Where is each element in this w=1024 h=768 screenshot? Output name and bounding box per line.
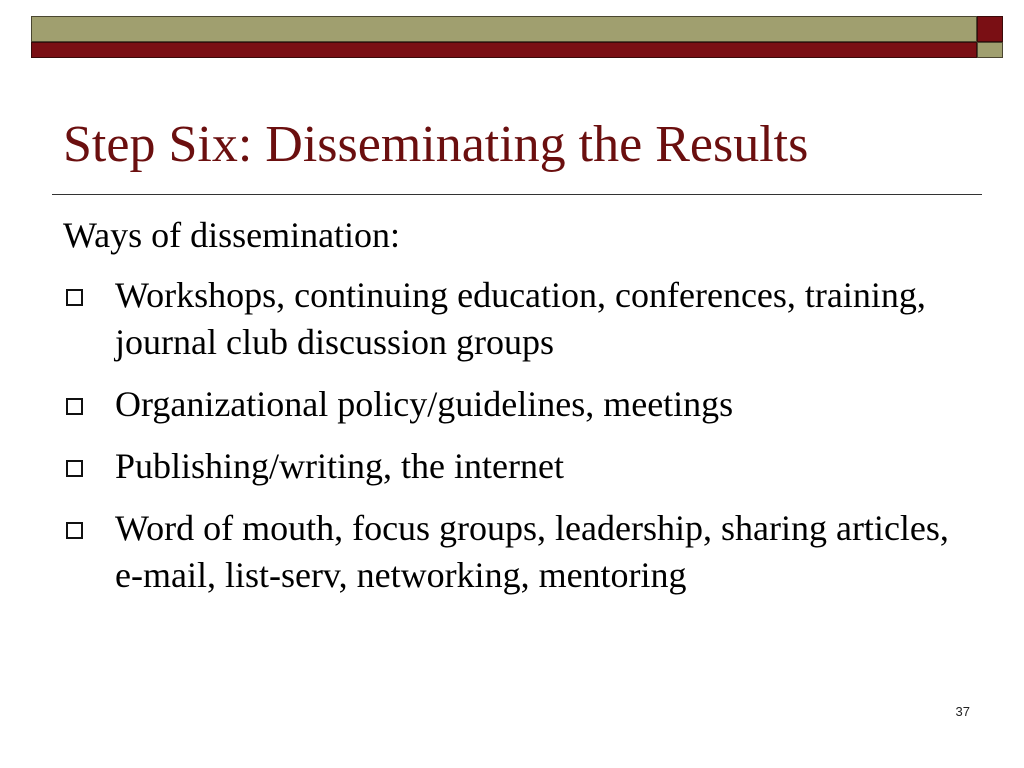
intro-text: Ways of dissemination: [63,215,401,255]
list-item [63,381,963,428]
corner-square-olive [977,42,1003,58]
bullet-text: Organizational policy/guidelines, meetings [115,384,734,424]
hollow-square-bullet-icon [66,522,83,539]
bullet-text: Workshops, continuing education, conferences, training, journal club discussion groups [115,275,926,362]
corner-square-maroon [977,16,1003,42]
list-item [63,443,963,490]
hollow-square-bullet-icon [66,398,83,415]
hollow-square-bullet-icon [66,460,83,477]
header-band-olive [31,16,977,42]
bullet-list [63,272,963,614]
header-band-maroon [31,42,977,58]
bullet-text: Word of mouth, focus groups, leadership, sharing articles, e-mail, list-serv, networking, mentoring [115,508,949,595]
slide-title: Step Six: Disseminating the Results [63,116,809,173]
hollow-square-bullet-icon [66,289,83,306]
page-number: 37 [955,704,970,719]
title-divider [52,194,982,195]
bullet-text: Publishing/writing, the internet [115,446,564,486]
list-item [63,505,963,599]
list-item [63,272,963,366]
